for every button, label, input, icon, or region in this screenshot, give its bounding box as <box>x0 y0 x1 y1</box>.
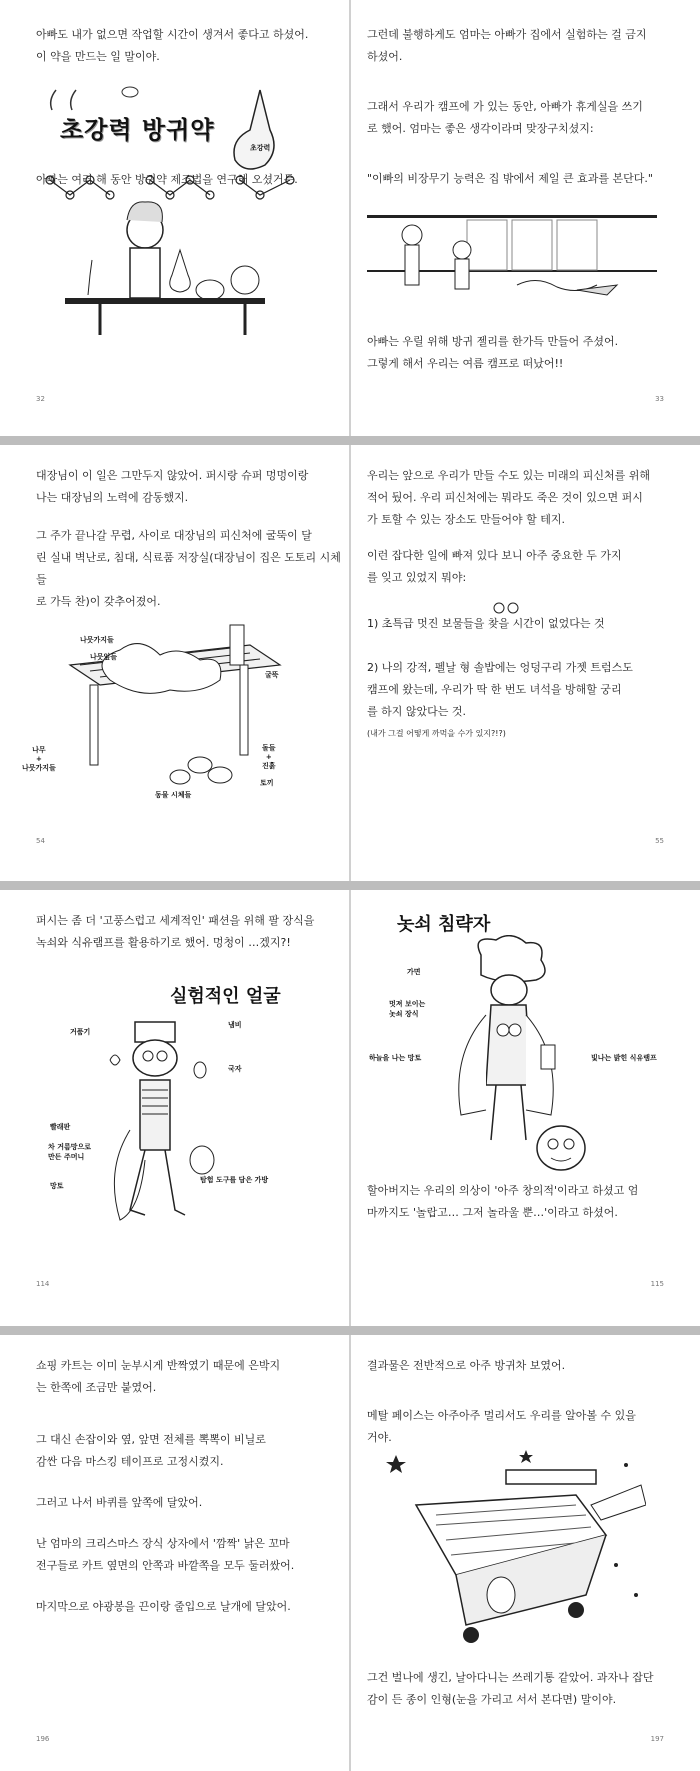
body-text: 퍼시는 좀 더 '고풍스럽고 세계적인' 패션을 위해 팔 장식을 녹쇠와 식유램프를 활용하기로 했어. 멍청이 …겠지?! <box>36 914 315 949</box>
label-wood: 나무 + 나뭇가지들 <box>22 746 56 772</box>
label-stones: 돌들 + 진흙 <box>262 744 276 770</box>
body-text-2: 메탈 페이스는 아주아주 멀리서도 우리를 알아볼 수 있을 거야. <box>367 1409 636 1444</box>
label-branches: 나뭇가지들 <box>80 636 114 644</box>
spread-2 <box>0 445 700 881</box>
body-text: 결과물은 전반적으로 아주 방귀차 보였어. <box>367 1359 566 1372</box>
label-whisk: 거품기 <box>70 1028 91 1036</box>
body-text-2: 그 주가 끝나갈 무렵, 사이로 대장님의 피신처에 굴뚝이 달 린 실내 벽난로, 침대, 식료품 저장실(대장님이 집은 도토리 시체들 로 가득 찬)이 갖추어졌어. <box>36 529 341 608</box>
body-text-2: 그래서 우리가 캠프에 가 있는 동안, 아빠가 휴게실을 쓰기 로 했어. 엄마는 좋은 생각이라며 맞장구치셨지: <box>367 100 643 135</box>
body-text-2: 이런 잡다한 일에 빠져 있다 보니 아주 중요한 두 가지 를 잊고 있었지 뭐야: <box>367 549 622 584</box>
page-197 <box>351 1335 700 1771</box>
label-pot: 냄비 <box>228 1021 242 1029</box>
label-animal-remains: 동물 시체들 <box>155 791 192 799</box>
page-number: 196 <box>36 1735 50 1743</box>
body-text-3: 아빠는 우릴 위해 방귀 젤리를 한가득 만들어 주셨어. 그렇게 해서 우리는 여름 캠프로 떠났어!! <box>367 335 619 370</box>
body-text: 우리는 앞으로 우리가 만들 수도 있는 미래의 피신처를 위해 적어 뒀어. 우리 피신처에는 뭐라도 죽은 것이 있으면 퍼시 가 토할 수 있는 장소도 만들어야 할 테지. <box>367 469 650 526</box>
page-number: 33 <box>655 395 664 403</box>
page-number: 197 <box>650 1735 664 1743</box>
shopping-cart-illustration <box>376 1445 646 1655</box>
body-text: 쇼핑 카트는 이미 눈부시게 반짝였기 때문에 은박지 는 한쪽에 조금만 붙였어. <box>36 1359 281 1394</box>
spread-3 <box>0 890 700 1326</box>
page-114 <box>0 890 349 1326</box>
body-text: 할아버지는 우리의 의상이 '아주 창의적'이라고 하셨고 엄 마까지도 '놀랍고… 그저 놀라울 뿐…'이라고 하셨어. <box>367 1184 639 1219</box>
page-number: 55 <box>655 837 664 845</box>
list-item-2: 2) 나의 강적, 펠날 형 솔밥에는 엉덩구리 가젯 트럼스도 캠프에 왔는데, 우리가 딱 한 번도 녀석을 방해할 궁리 를 하지 않았다는 것. <box>367 661 633 718</box>
spread-4 <box>0 1335 700 1771</box>
label-rabbit: 토끼 <box>260 779 274 787</box>
body-text: 대장님이 이 일은 그만두지 않았어. 퍼시랑 슈퍼 멍멍이랑 나는 대장님의 노력에 감동했지. <box>36 469 309 504</box>
flask-label: 초강력 <box>250 144 271 152</box>
campers-illustration <box>367 205 657 310</box>
label-tea-strainer: 차 거름망으로 만든 주머니 <box>48 1143 92 1161</box>
label-chimney: 굴뚝 <box>265 671 279 679</box>
body-text-4: 난 엄마의 크리스마스 장식 상자에서 '깜짝' 낡은 꼬마 전구들로 카트 옆면의 안쪽과 바깥쪽을 모두 둘러쌌어. <box>36 1537 295 1572</box>
list-item-3: (내가 그걸 어떻게 까먹을 수가 있지?!?) <box>367 729 506 738</box>
grandpa-face-doodle <box>531 1120 591 1175</box>
label-oil-lamp: 빛나는 밝힌 식유램프 <box>591 1054 657 1062</box>
page-55 <box>351 445 700 881</box>
label-washboard: 빨래판 <box>50 1123 71 1131</box>
page-115 <box>351 890 700 1326</box>
body-text-2: 그 대신 손잡이와 옆, 앞면 전체를 뽁뽁이 비닐로 감싼 다음 마스킹 테이프로 고정시켰지. <box>36 1433 266 1468</box>
label-ladle: 국자 <box>228 1065 242 1073</box>
page-number: 54 <box>36 837 45 845</box>
costume-title: 실험적인 얼굴 <box>170 986 281 1007</box>
body-text: 그런데 불행하게도 엄마는 아빠가 집에서 실험하는 걸 금지 하셨어. <box>367 28 647 63</box>
potion-title: 초강력 방귀약 <box>60 116 215 144</box>
body-text-5: 마지막으로 야광봉을 끈이랑 줄입으로 날개에 달았어. <box>36 1600 291 1613</box>
label-leaves: 나뭇잎들 <box>90 653 118 661</box>
body-text-3: 그건 벌나에 생긴, 날아다니는 쓰레기통 같았어. 과자나 잡단 감이 든 종이 인형(눈을 가리고 서서 본다면) 말이야. <box>367 1671 654 1706</box>
quote-text: "이빠의 비장무기 능력은 집 밖에서 제일 큰 효과를 본단다." <box>367 172 653 185</box>
label-mask: 가면 <box>407 968 421 976</box>
page-196 <box>0 1335 349 1771</box>
label-cape: 망토 <box>50 1182 64 1190</box>
label-brass-ornament: 멋져 보이는 놋쇠 장식 <box>389 1000 426 1018</box>
label-flying-cape: 하늘을 나는 망토 <box>369 1054 422 1062</box>
spread-1 <box>0 0 700 436</box>
page-number: 114 <box>36 1280 50 1288</box>
body-text-3: 그러고 나서 바퀴를 앞쪽에 달았어. <box>36 1496 203 1509</box>
label-bag: 탐험 도구를 담은 가방 <box>200 1176 269 1184</box>
page-33 <box>351 0 700 436</box>
body-text-2: 아빠는 여러 해 동안 방귀약 제조법을 연구해 오셨거든. <box>36 173 298 186</box>
list-item-1: 1) 초특급 멋진 보물들을 찾을 시간이 없었다는 것 <box>367 617 605 630</box>
body-text: 아빠도 내가 없으면 작업할 시간이 생겨서 좋다고 하셨어. 이 약을 만드는 일 말이야. <box>36 28 309 63</box>
page-32 <box>0 0 349 436</box>
page-number: 115 <box>650 1280 664 1288</box>
brass-invader-title: 놋쇠 침략자 <box>397 914 491 935</box>
page-number: 32 <box>36 395 45 403</box>
percy-costume-illustration <box>90 1010 240 1250</box>
page-54 <box>0 445 349 881</box>
